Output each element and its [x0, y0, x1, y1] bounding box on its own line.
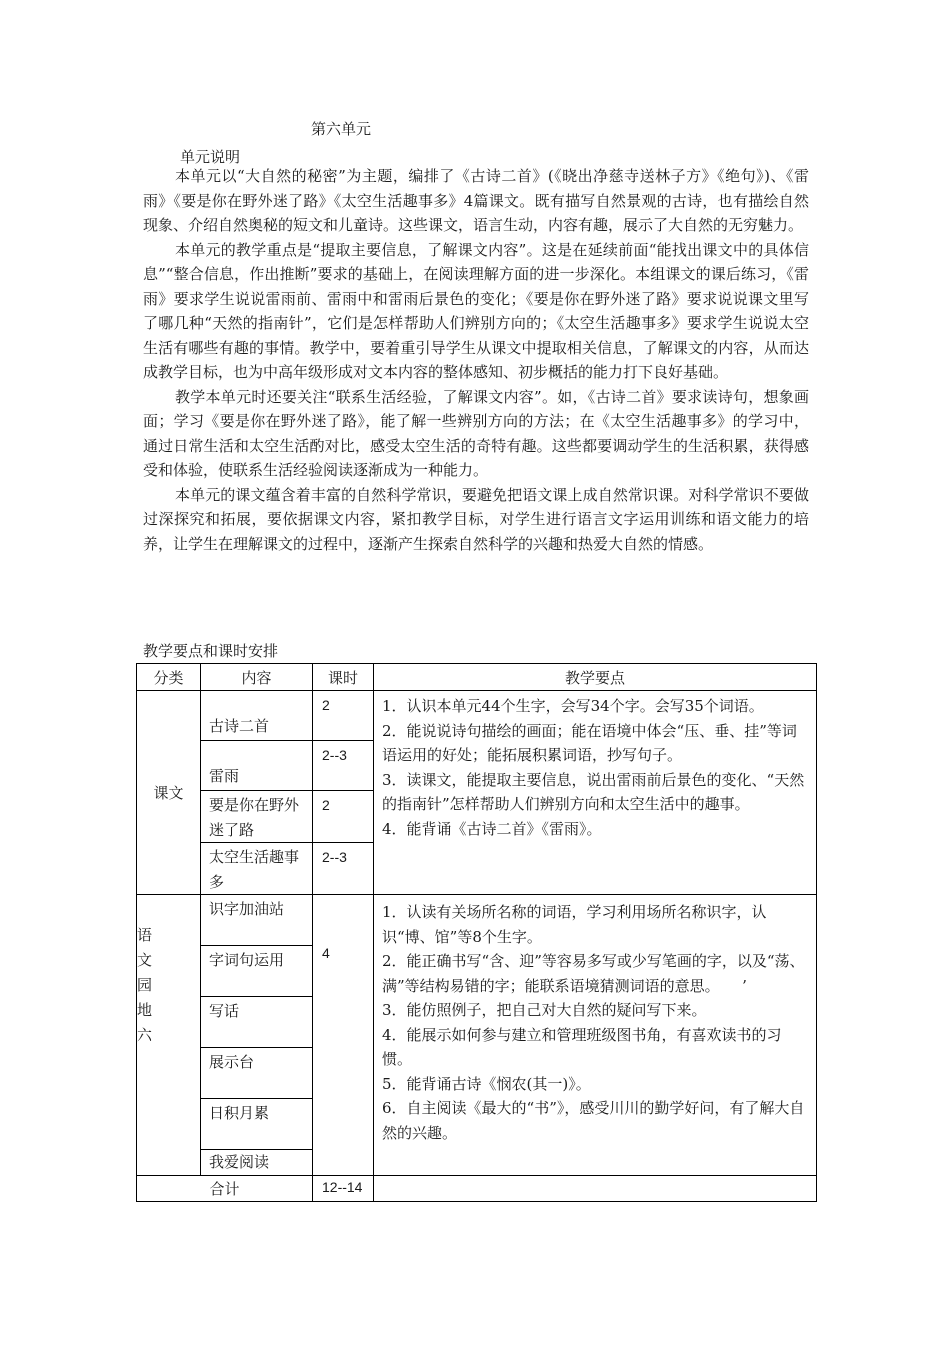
content-cell [201, 1099, 313, 1150]
header-hours: 课时 [313, 664, 374, 691]
content-cell [201, 843, 313, 895]
content-cell [201, 741, 313, 791]
hours-cell [313, 791, 374, 843]
hours-text: 2 [322, 697, 330, 713]
content-text: 字词句运用 [209, 951, 285, 969]
header-points: 教学要点 [374, 664, 817, 691]
point-item: 1．认读有关场所名称的词语，学习利用场所名称识字，认识“博、馆”等8个生字。 [382, 903, 767, 946]
table-header-row [137, 664, 817, 691]
point-item: 2．能说说诗句描绘的画面；能在语境中体会“压、垂、挂”等词语运用的好处；能拓展积累词语，抄写句子。 [382, 721, 797, 764]
total-points [374, 1176, 817, 1202]
total-row [137, 1176, 817, 1202]
content-text: 古诗二首 [209, 717, 270, 735]
content-text: 太空生活趣事多 [209, 848, 300, 891]
unit-title: 第六单元 [311, 120, 372, 138]
content-cell [201, 791, 313, 843]
paragraph: 本单元的教学重点是“提取主要信息，了解课文内容”。这是在延续前面“能找出课文中的具体信息”“整合信息，作出推断”要求的基础上，在阅读理解方面的进一步深化。本组课文的课后练习，《雷雨》要求学生说说雷雨前、雷雨中和雷雨后景色的变化；《要是你在野外迷了路》要求说说课文里写了哪几种“天然的指南针”，它们是怎样帮助人们辨别方向的；《太空生活趣事多》要求学生说说太空生活有哪些有趣的事情。教学中，要着重引导学生从课文中提取相关信息，了解课文的内容，从而达成教学目标，也为中高年级形成对文本内容的整体感知、初步概括的能力打下良好基础。 [143, 240, 809, 381]
content-cell [201, 997, 313, 1048]
content-cell [201, 691, 313, 741]
paragraph: 本单元以“大自然的秘密”为主题，编排了《古诗二首》(《晓出净慈寺送林子方》《绝句》)、《雷雨》《要是你在野外迷了路》《太空生活趣事多》4篇课文。既有描写自然景观的古诗，也有描绘自然现象、介绍自然奥秘的短文和儿童诗。这些课文，语言生动，内容有趣，展示了大自然的无穷魅力。 [143, 167, 809, 234]
hours-cell [313, 691, 374, 741]
header-category: 分类 [137, 664, 201, 691]
total-label: 合计 [137, 1176, 313, 1202]
category-cell [137, 895, 201, 1176]
point-item: 4．能背诵《古诗二首》《雷雨》。 [382, 819, 602, 838]
content-text: 雷雨 [209, 767, 240, 785]
content-text: 展示台 [209, 1053, 255, 1071]
hours-cell [313, 843, 374, 895]
hours-text: 2 [322, 797, 330, 813]
point-item: 4．能展示如何参与建立和管理班级图书角，有喜欢读书的习惯。 [382, 1025, 782, 1068]
paragraph: 本单元的课文蕴含着丰富的自然科学常识，要避免把语文课上成自然常识课。对科学常识不要做过深探究和拓展，要依据课文内容，紧扣教学目标，对学生进行语言文字运用训练和语文能力的培养，让学生在理解课文的过程中，逐渐产生探索自然科学的兴趣和热爱大自然的情感。 [143, 485, 809, 553]
point-item: 2．能正确书写“含、迎”等容易多写或少写笔画的字，以及“荡、满”等结构易错的字；能联系语境猜测词语的意思。 ’ [382, 952, 805, 995]
points-list [374, 895, 816, 1145]
content-cell [201, 895, 313, 946]
content-text: 写话 [209, 1002, 240, 1020]
point-item: 3．能仿照例子，把自己对大自然的疑问写下来。 [382, 1001, 707, 1019]
paragraph: 教学本单元时还要关注“联系生活经验，了解课文内容”。如，《古诗二首》要求读诗句，想象画面；学习《要是你在野外迷了路》，能了解一些辨别方向的方法；在《太空生活趣事多》的学习中，通过日常生活和太空生活酌对比，感受太空生活的奇特有趣。这些都要调动学生的生活积累，获得感受和体验，使联系生活经验阅读逐渐成为一种能力。 [143, 387, 809, 479]
content-cell [201, 946, 313, 997]
point-item: 3．读课文，能提取主要信息，说出雷雨前后景色的变化、“天然的指南针”怎样帮助人们辨别方向和太空生活中的趣事。 [382, 770, 805, 813]
teaching-plan-table [136, 663, 817, 1202]
content-text: 识字加油站 [209, 900, 285, 918]
category-cell: 课文 [137, 691, 201, 895]
points-cell [374, 895, 817, 1176]
section-title: 单元说明 [180, 148, 241, 166]
unit-description [143, 164, 809, 556]
table-title: 教学要点和课时安排 [143, 642, 279, 660]
hours-cell [313, 741, 374, 791]
content-text: 日积月累 [209, 1104, 270, 1122]
content-cell [201, 1048, 313, 1099]
content-text: 我爱阅读 [209, 1153, 270, 1171]
category-text: 语 文 园 地 六 [137, 926, 171, 1044]
hours-text: 4 [322, 945, 330, 961]
table-row [137, 895, 817, 946]
header-content: 内容 [201, 664, 313, 691]
points-cell [374, 691, 817, 895]
points-list [374, 691, 816, 841]
point-item: 6．自主阅读《最大的“书”》，感受川川的勤学好问，有了解大自然的兴趣。 [382, 1099, 805, 1142]
content-text: 要是你在野外迷了路 [209, 796, 300, 839]
table-row [137, 691, 817, 741]
point-item: 1．认识本单元44个生字，会写34个字。会写35个词语。 [382, 697, 764, 715]
hours-cell [313, 895, 374, 1176]
hours-text: 2--3 [322, 747, 347, 763]
total-hours-cell [313, 1176, 374, 1202]
content-cell [201, 1150, 313, 1176]
hours-text: 2--3 [322, 849, 347, 865]
total-hours: 12--14 [322, 1179, 363, 1195]
point-item: 5．能背诵古诗《悯农(其一)》。 [382, 1074, 591, 1093]
